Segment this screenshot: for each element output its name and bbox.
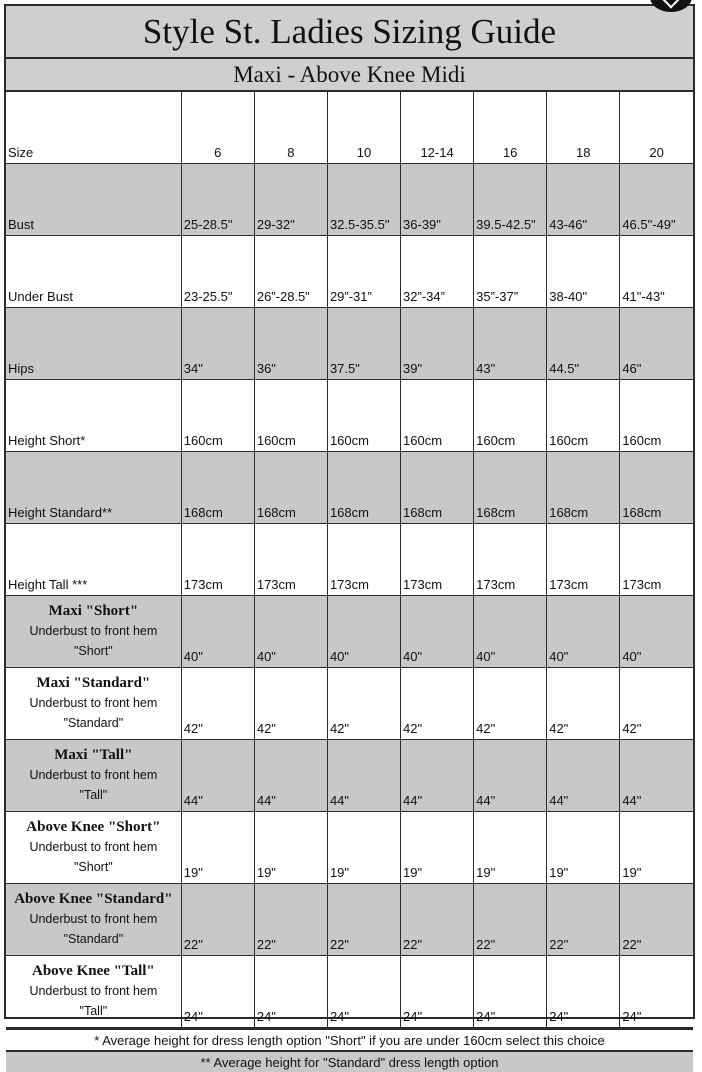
- table-row: [6, 308, 693, 380]
- measurement-cell: 168cm: [474, 452, 547, 524]
- measurement-cell: 38-40": [547, 236, 620, 308]
- length-cell: 22": [620, 884, 693, 956]
- measurement-cell: 168cm: [401, 452, 474, 524]
- measurement-cell: 29-32": [254, 164, 327, 236]
- measurement-cell: 32”-34”: [401, 236, 474, 308]
- row-label: Height Standard**: [6, 452, 181, 524]
- table-row: [6, 596, 693, 668]
- measurement-cell: 173cm: [401, 524, 474, 596]
- length-option: "Tall": [79, 1004, 108, 1018]
- measurement-cell: 46": [620, 308, 693, 380]
- measurement-cell: 36": [254, 308, 327, 380]
- measurement-cell: 46.5"-49": [620, 164, 693, 236]
- measurement-cell: 160cm: [254, 380, 327, 452]
- length-cell: 42": [181, 668, 254, 740]
- table-row: [6, 668, 693, 740]
- measurement-cell: 173cm: [620, 524, 693, 596]
- length-description: Underbust to front hem: [29, 840, 158, 854]
- length-description: Underbust to front hem: [29, 984, 158, 998]
- measurement-cell: 168cm: [547, 452, 620, 524]
- measurement-cell: 160cm: [547, 380, 620, 452]
- size-header-cell: 8: [254, 92, 327, 164]
- row-label: Height Tall ***: [6, 524, 181, 596]
- table-row: [6, 164, 693, 236]
- size-header-cell: 12-14: [401, 92, 474, 164]
- size-header-cell: 10: [327, 92, 400, 164]
- length-cell: 42": [327, 668, 400, 740]
- measurement-cell: 160cm: [620, 380, 693, 452]
- measurement-cell: 32.5-35.5": [327, 164, 400, 236]
- length-cell: 44": [327, 740, 400, 812]
- length-cell: 40": [547, 596, 620, 668]
- length-cell: 22": [474, 884, 547, 956]
- measurement-cell: 160cm: [474, 380, 547, 452]
- size-header-row: [6, 92, 693, 164]
- page-subtitle: Maxi - Above Knee Midi: [6, 59, 693, 92]
- row-label: Height Short*: [6, 380, 181, 452]
- length-cell: 42": [254, 668, 327, 740]
- length-label: [6, 812, 181, 884]
- measurement-cell: 43": [474, 308, 547, 380]
- measurement-cell: 168cm: [620, 452, 693, 524]
- measurement-cell: 34": [181, 308, 254, 380]
- length-cell: 19": [401, 812, 474, 884]
- footnote-standard: ** Average height for "Standard" dress length option: [6, 1050, 693, 1072]
- size-header-cell: 20: [620, 92, 693, 164]
- length-label: [6, 668, 181, 740]
- length-title: Above Knee "Standard": [14, 891, 173, 907]
- length-cell: 40": [474, 596, 547, 668]
- table-row: [6, 452, 693, 524]
- length-title: Above Knee "Tall": [31, 963, 155, 979]
- length-label: [6, 596, 181, 668]
- row-label: Hips: [6, 308, 181, 380]
- length-cell: 22": [327, 884, 400, 956]
- length-cell: 40": [401, 596, 474, 668]
- length-cell: 42": [474, 668, 547, 740]
- row-label: Under Bust: [6, 236, 181, 308]
- size-header-cell: 18: [547, 92, 620, 164]
- length-cell: 44": [254, 740, 327, 812]
- measurement-cell: 25-28.5": [181, 164, 254, 236]
- table-row: [6, 884, 693, 956]
- length-label: [6, 956, 181, 1028]
- length-cell: 24": [254, 956, 327, 1028]
- measurement-cell: 37.5": [327, 308, 400, 380]
- measurement-cell: 168cm: [327, 452, 400, 524]
- measurement-cell: 41"-43": [620, 236, 693, 308]
- sizing-table: [6, 92, 693, 1028]
- length-cell: 44": [474, 740, 547, 812]
- length-title: Above Knee "Short": [26, 819, 161, 835]
- measurement-cell: 36-39": [401, 164, 474, 236]
- length-cell: 19": [547, 812, 620, 884]
- measurement-cell: 173cm: [254, 524, 327, 596]
- table-row: [6, 812, 693, 884]
- length-cell: 24": [547, 956, 620, 1028]
- length-cell: 19": [327, 812, 400, 884]
- length-cell: 44": [547, 740, 620, 812]
- table-row: [6, 236, 693, 308]
- measurement-cell: 44.5": [547, 308, 620, 380]
- length-title: Maxi "Standard": [36, 675, 151, 691]
- size-label: Size: [6, 92, 181, 164]
- length-option: "Standard": [63, 716, 124, 730]
- length-option: "Short": [73, 860, 113, 874]
- measurement-cell: 173cm: [547, 524, 620, 596]
- measurement-cell: 29”-31”: [327, 236, 400, 308]
- measurement-cell: 168cm: [181, 452, 254, 524]
- measurement-cell: 168cm: [254, 452, 327, 524]
- measurement-cell: 26”-28.5”: [254, 236, 327, 308]
- measurement-cell: 160cm: [401, 380, 474, 452]
- length-cell: 24": [401, 956, 474, 1028]
- measurement-cell: 173cm: [181, 524, 254, 596]
- length-cell: 42": [547, 668, 620, 740]
- measurement-cell: 173cm: [474, 524, 547, 596]
- length-cell: 40": [327, 596, 400, 668]
- row-label: Bust: [6, 164, 181, 236]
- length-cell: 40": [620, 596, 693, 668]
- length-cell: 44": [401, 740, 474, 812]
- sizing-guide-sheet: [4, 4, 695, 1070]
- length-cell: 19": [620, 812, 693, 884]
- length-cell: 19": [181, 812, 254, 884]
- length-cell: 22": [547, 884, 620, 956]
- size-header-cell: 16: [474, 92, 547, 164]
- length-cell: 22": [254, 884, 327, 956]
- measurement-cell: 39.5-42.5": [474, 164, 547, 236]
- table-row: [6, 380, 693, 452]
- measurement-cell: 35”-37”: [474, 236, 547, 308]
- length-cell: 42": [401, 668, 474, 740]
- length-option: "Short": [73, 644, 113, 658]
- page-title: Style St. Ladies Sizing Guide: [6, 6, 693, 59]
- length-label: [6, 884, 181, 956]
- measurement-cell: 43-46": [547, 164, 620, 236]
- measurement-cell: 160cm: [327, 380, 400, 452]
- length-cell: 24": [327, 956, 400, 1028]
- length-cell: 24": [620, 956, 693, 1028]
- length-cell: 44": [181, 740, 254, 812]
- table-row: [6, 524, 693, 596]
- footnote-short: * Average height for dress length option "Short" if you are under 160cm select this choice: [6, 1028, 693, 1050]
- length-cell: 19": [474, 812, 547, 884]
- table-row: [6, 740, 693, 812]
- measurement-cell: 160cm: [181, 380, 254, 452]
- length-cell: 22": [401, 884, 474, 956]
- length-cell: 44": [620, 740, 693, 812]
- measurement-cell: 173cm: [327, 524, 400, 596]
- length-cell: 42": [620, 668, 693, 740]
- length-title: Maxi "Short": [48, 603, 139, 619]
- table-row: [6, 956, 693, 1028]
- measurement-cell: 23-25.5": [181, 236, 254, 308]
- length-cell: 40": [181, 596, 254, 668]
- measurement-cell: 39": [401, 308, 474, 380]
- length-option: "Tall": [79, 788, 108, 802]
- size-header-cell: 6: [181, 92, 254, 164]
- length-cell: 40": [254, 596, 327, 668]
- length-description: Underbust to front hem: [29, 624, 158, 638]
- length-cell: 24": [474, 956, 547, 1028]
- length-description: Underbust to front hem: [29, 696, 158, 710]
- length-cell: 19": [254, 812, 327, 884]
- length-description: Underbust to front hem: [29, 768, 158, 782]
- length-option: "Standard": [63, 932, 124, 946]
- length-cell: 24": [181, 956, 254, 1028]
- length-label: [6, 740, 181, 812]
- length-title: Maxi "Tall": [54, 747, 133, 763]
- length-description: Underbust to front hem: [29, 912, 158, 926]
- length-cell: 22": [181, 884, 254, 956]
